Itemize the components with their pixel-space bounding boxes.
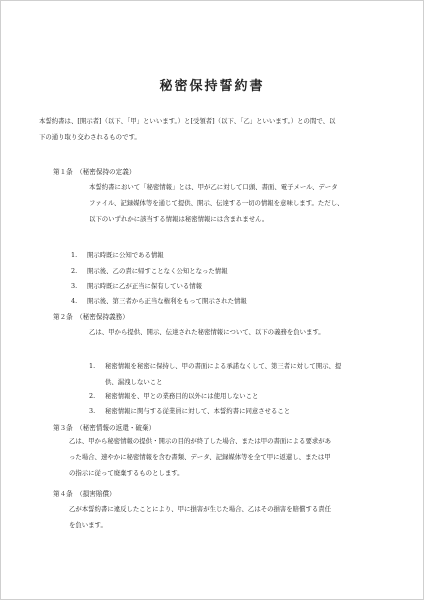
article-2-body bbox=[89, 324, 325, 340]
article-3-body-line: 乙は、甲から秘密情報の提供・開示の目的が終了した場合、または甲の書面による要求があ bbox=[69, 437, 332, 445]
list-number: 3. bbox=[71, 282, 78, 290]
list-number: 3. bbox=[89, 407, 96, 415]
list-text: 秘密情報を、甲との業務目的以外には使用しないこと bbox=[105, 392, 259, 400]
intro-paragraph bbox=[39, 113, 335, 145]
list-text: 開示時既に乙が正当に保有している情報 bbox=[87, 282, 203, 290]
list-text: 開示時既に公知である情報 bbox=[87, 251, 164, 259]
article-1-body-line: 以下のいずれかに該当する情報は秘密情報には含まれません。 bbox=[89, 215, 269, 223]
article-2-body-line: 乙は、甲から提供、開示、伝達された秘密情報について、以下の義務を負います。 bbox=[89, 328, 325, 336]
list-text: 開示後、乙の責に帰すことなく公知となった情報 bbox=[87, 267, 228, 275]
article-4-body bbox=[69, 501, 331, 533]
article-4-heading: 第４条 （損害賠償） bbox=[53, 490, 116, 498]
article-3-body bbox=[69, 433, 331, 481]
article-2-list-item bbox=[89, 358, 341, 390]
list-text: 秘密情報を秘密に保持し、甲の書面による承諾なくして、第三者に対して開示、提 bbox=[105, 362, 342, 370]
article-3-heading: 第３条 （秘密情報の返還・破棄） bbox=[53, 424, 156, 432]
intro-line: 下の通り取り交わされるものです。 bbox=[39, 133, 141, 141]
list-text-continued: 供、漏洩しないこと bbox=[105, 378, 163, 386]
list-text: 開示後、第三者から正当な権利をもって開示された情報 bbox=[87, 297, 247, 305]
list-number: 4. bbox=[71, 297, 78, 305]
article-3-body-line: の指示に従って廃棄するものとします。 bbox=[69, 469, 184, 477]
article-1-body bbox=[89, 179, 343, 227]
article-4-body-line: 乙が本誓約書に違反したことにより、甲に損害が生じた場合、乙はその損害を賠償する責任 bbox=[69, 505, 332, 513]
article-1-list-item bbox=[71, 250, 164, 259]
document-title: 秘密保持誓約書 bbox=[159, 79, 265, 94]
article-1-body-line: 本誓約書において「秘密情報」とは、甲が乙に対して口頭、書面、電子メール、データ bbox=[89, 183, 338, 191]
article-3-body-line: った場合、速やかに秘密情報を含む書類、データ、記録媒体等を全て甲に返還し、または甲 bbox=[69, 453, 331, 461]
list-number: 2. bbox=[89, 392, 96, 400]
article-1-list-item bbox=[71, 296, 247, 305]
article-2-list-item bbox=[89, 406, 290, 415]
article-1-list-item bbox=[71, 266, 228, 275]
article-2-heading: 第２条 （秘密保持義務） bbox=[53, 313, 129, 321]
article-1-body-line: ファイル、記録媒体等を通じて提供、開示、伝達する一切の情報を意味します。ただし、 bbox=[89, 199, 344, 207]
list-text: 秘密情報に関与する従業員に対して、本誓約書に同意させること bbox=[105, 407, 291, 415]
list-number: 2. bbox=[71, 267, 78, 275]
article-1-heading: 第１条 （秘密保持の定義） bbox=[53, 168, 136, 176]
list-number: 1. bbox=[71, 251, 78, 259]
list-number: 1. bbox=[89, 362, 96, 370]
article-4-body-line: を負います。 bbox=[69, 521, 107, 529]
article-2-list-item bbox=[89, 391, 258, 400]
article-1-list-item bbox=[71, 281, 202, 290]
intro-line: 本誓約書は、[開示者]（以下、「甲」といいます。）と[受領者]（以下、「乙」といいます。）との間で、以 bbox=[39, 117, 336, 125]
